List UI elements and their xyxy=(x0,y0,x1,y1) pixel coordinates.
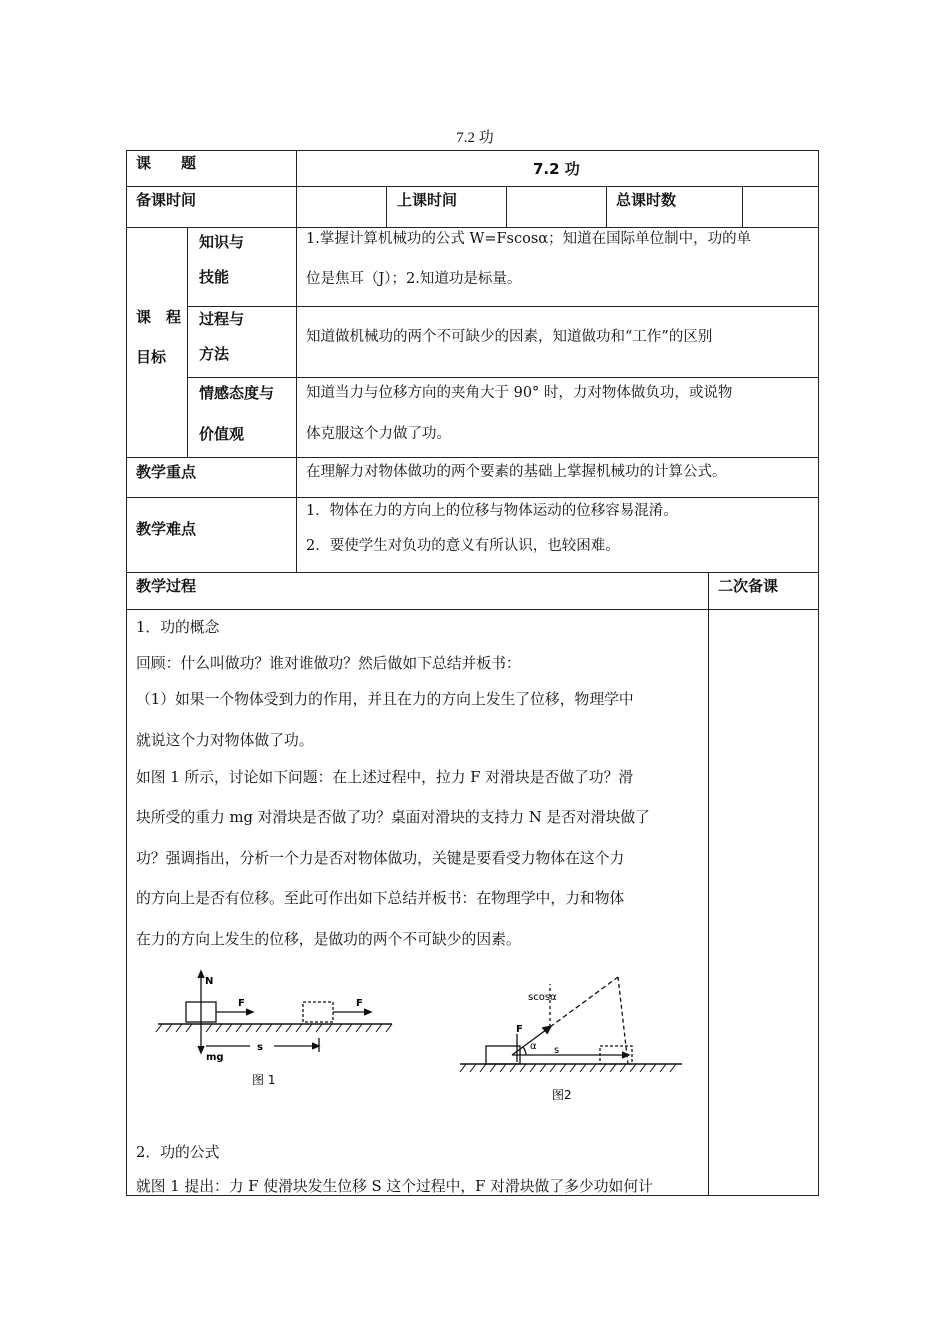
body-line: 2．功的公式 xyxy=(136,1144,220,1161)
key-point-label: 教学重点 xyxy=(136,463,197,481)
arrow-f2 xyxy=(364,1009,371,1015)
body-line: （1）如果一个物体受到力的作用，并且在力的方向上发生了位移，物理学中 xyxy=(136,691,634,708)
body-line: 块所受的重力 mg 对滑块是否做了功？桌面对滑块的支持力 N 是否对滑块做了 xyxy=(136,809,650,826)
body-line: 的方向上是否有位移。至此可作出如下总结并板书：在物理学中，力和物体 xyxy=(136,890,625,907)
goals-label-line2: 目标 xyxy=(136,348,167,366)
arrow-n xyxy=(198,971,204,978)
goal-category: 方法 xyxy=(199,345,230,363)
subject-value: 7.2 功 xyxy=(533,160,580,178)
process-label: 教学过程 xyxy=(136,577,197,595)
goal-text: 知道当力与位移方向的夹角大于 90° 时，力对物体做负功，或说物 xyxy=(306,385,733,401)
goals-label-line1: 课 程 xyxy=(136,308,182,326)
figure-1 xyxy=(150,966,410,1096)
arrow-mg xyxy=(198,1046,204,1053)
second-prep-label: 二次备课 xyxy=(718,577,779,595)
fig2-label-alpha: α xyxy=(530,1041,537,1052)
difficulty-label: 教学难点 xyxy=(136,520,197,538)
goal-text: 知道做机械功的两个不可缺少的因素，知道做功和“工作”的区别 xyxy=(306,329,713,345)
fig1-caption: 图 1 xyxy=(252,1073,276,1087)
scos-line xyxy=(550,977,618,1027)
goal-category: 知识与 xyxy=(199,233,245,251)
block-dashed xyxy=(303,1002,333,1022)
body-line: 功？强调指出，分析一个力是否对物体做功，关键是要看受力物体在这个力 xyxy=(136,850,625,867)
body-line: 在力的方向上发生的位移，是做功的两个不可缺少的因素。 xyxy=(136,931,521,948)
goal-category: 过程与 xyxy=(199,310,245,328)
prep-time-label: 备课时间 xyxy=(136,191,197,209)
total-hours-label: 总课时数 xyxy=(616,191,677,209)
arrow-f1 xyxy=(246,1009,253,1015)
angle-arc xyxy=(523,1047,526,1055)
fig2-label-s: s xyxy=(554,1045,560,1056)
fig2-caption: 图2 xyxy=(552,1088,572,1102)
goal-text: 位是焦耳（J）；2.知道功是标量。 xyxy=(306,271,522,287)
goal-category: 情感态度与 xyxy=(199,384,275,402)
fig1-label-s: s xyxy=(257,1042,263,1053)
body-line: 就说这个力对物体做了功。 xyxy=(136,732,314,749)
arrow-s xyxy=(622,1052,629,1058)
projection-line xyxy=(618,977,628,1064)
fig1-label-f1: F xyxy=(238,998,245,1009)
body-line: 1．功的概念 xyxy=(136,619,220,636)
body-line: 如图 1 所示，讨论如下问题：在上述过程中，拉力 F 对滑块是否做了功？滑 xyxy=(136,769,634,786)
body-line: 就图 1 提出：力 F 使滑块发生位移 S 这个过程中，F 对滑块做了多少功如何计 xyxy=(136,1178,653,1195)
fig1-label-mg: mg xyxy=(206,1052,224,1063)
class-time-label: 上课时间 xyxy=(397,191,458,209)
goal-category: 技能 xyxy=(199,268,230,286)
goal-text: 1.掌握计算机械功的公式 W=Fscosα；知道在国际单位制中，功的单 xyxy=(306,231,752,247)
arrow-s xyxy=(312,1043,319,1049)
goal-text: 体克服这个力做了功。 xyxy=(306,426,451,442)
subject-label: 课 题 xyxy=(136,154,197,172)
document-title: 7.2 功 xyxy=(456,130,494,146)
fig2-label-scos: scosα xyxy=(528,992,557,1003)
body-line: 回顾：什么叫做功？谁对谁做功？然后做如下总结并板书： xyxy=(136,655,521,672)
fig1-label-n: N xyxy=(205,976,214,987)
goal-category: 价值观 xyxy=(199,425,245,443)
key-point-text: 在理解力对物体做功的两个要素的基础上掌握机械功的计算公式。 xyxy=(306,464,727,480)
fig1-label-f2: F xyxy=(356,998,363,1009)
fig2-label-f: F xyxy=(516,1024,523,1035)
difficulty-text: 1．物体在力的方向上的位移与物体运动的位移容易混淆。 xyxy=(306,503,678,519)
arrow-f xyxy=(542,1026,551,1034)
figure-2 xyxy=(450,972,690,1112)
difficulty-text: 2．要使学生对负功的意义有所认识，也较困难。 xyxy=(306,538,620,554)
